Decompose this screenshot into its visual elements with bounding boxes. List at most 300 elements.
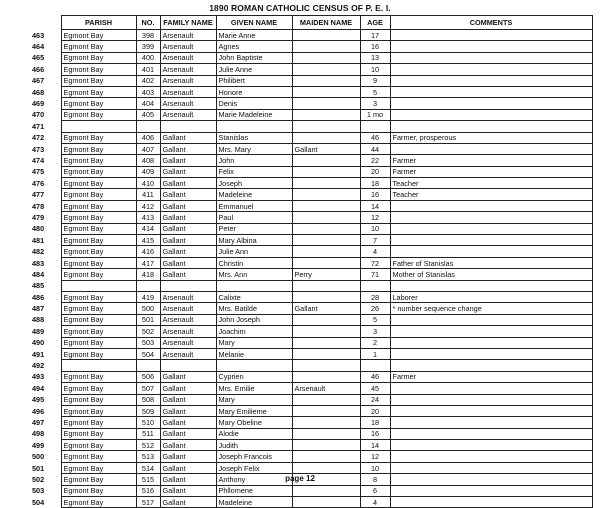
census-no-cell: 399 [136,41,160,52]
census-no-cell: 413 [136,212,160,223]
parish-cell: Egmont Bay [61,235,136,246]
page-number: page 12 [285,474,315,483]
parish-cell [61,280,136,291]
given-name-cell: John Baptiste [216,52,292,63]
comments-cell: Laborer [390,291,592,302]
row-number: 496 [32,406,45,416]
family-name-cell: Gallant [160,269,216,280]
family-name-cell: Gallant [160,246,216,257]
given-name-cell: Joseph Felix [216,462,292,473]
census-table [32,15,593,508]
given-name-cell: Marie Anne [216,30,292,41]
parish-cell: Egmont Bay [61,109,136,120]
family-name-cell: Gallant [160,497,216,508]
family-name-cell: Gallant [160,383,216,394]
parish-cell: Egmont Bay [61,474,136,485]
comments-cell [390,246,592,257]
table-row [32,212,592,223]
table-row [32,485,592,496]
table-row [32,30,592,41]
census-no-cell: 398 [136,30,160,41]
age-cell: 26 [360,303,390,314]
age-cell: 10 [360,223,390,234]
row-number: 504 [32,497,45,507]
census-no-cell: 514 [136,462,160,473]
row-number: 498 [32,429,45,439]
row-number: 481 [32,235,45,245]
parish-cell: Egmont Bay [61,291,136,302]
given-name-cell: Joseph [216,178,292,189]
maiden-name-cell [292,246,360,257]
given-name-cell: Mrs. Ann [216,269,292,280]
row-number: 478 [32,201,45,211]
table-row [32,200,592,211]
given-name-cell: Anthony [216,474,292,485]
maiden-name-cell [292,75,360,86]
maiden-name-cell [292,497,360,508]
maiden-name-cell [292,132,360,143]
given-name-cell: Christin [216,257,292,268]
maiden-name-cell [292,280,360,291]
given-name-cell: Julie Anne [216,64,292,75]
age-cell: 14 [360,200,390,211]
given-name-cell: Cyprien [216,371,292,382]
parish-cell: Egmont Bay [61,485,136,496]
parish-cell: Egmont Bay [61,189,136,200]
comments-column-header: COMMENTS [390,16,592,30]
comments-cell [390,451,592,462]
family-name-cell: Arsenault [160,109,216,120]
parish-cell: Egmont Bay [61,64,136,75]
row-number: 502 [32,474,45,484]
family-name-cell: Gallant [160,485,216,496]
census-table-body [32,30,592,508]
table-row [32,223,592,234]
comments-cell [390,98,592,109]
census-no-cell: 502 [136,326,160,337]
maiden-name-cell [292,257,360,268]
comments-cell [390,109,592,120]
parish-cell: Egmont Bay [61,269,136,280]
given-name-cell: Mrs. Mary [216,143,292,154]
family-name-cell: Gallant [160,200,216,211]
parish-cell: Egmont Bay [61,200,136,211]
parish-cell: Egmont Bay [61,337,136,348]
family-name-cell: Gallant [160,462,216,473]
age-cell: 12 [360,212,390,223]
maiden-name-cell [292,52,360,63]
family-name-cell: Arsenault [160,303,216,314]
comments-cell [390,337,592,348]
row-number: 477 [32,190,45,200]
given-name-cell [216,121,292,132]
maiden-name-cell [292,440,360,451]
table-row [32,86,592,97]
row-number: 470 [32,110,45,120]
census-no-cell: 412 [136,200,160,211]
row-number: 499 [32,440,45,450]
maiden-name-cell [292,155,360,166]
age-cell: 22 [360,155,390,166]
maiden-name-cell [292,98,360,109]
table-row [32,451,592,462]
census-no-cell: 512 [136,440,160,451]
census-no-cell: 416 [136,246,160,257]
family-name-cell: Gallant [160,451,216,462]
census-no-cell: 404 [136,98,160,109]
given-name-cell: Marie Madeleine [216,109,292,120]
row-number: 492 [32,361,45,371]
parish-cell: Egmont Bay [61,348,136,359]
age-cell: 12 [360,451,390,462]
given-name-cell: Joseph Francois [216,451,292,462]
maiden-name-cell [292,348,360,359]
row-number: 464 [32,42,45,52]
maiden-name-cell: Arsenault [292,383,360,394]
table-row [32,269,592,280]
row-number: 488 [32,315,45,325]
row-number: 471 [32,121,45,131]
table-row [32,428,592,439]
census-no-cell: 401 [136,64,160,75]
row-number: 467 [32,76,45,86]
parish-cell: Egmont Bay [61,52,136,63]
row-number: 474 [32,155,45,165]
parish-cell: Egmont Bay [61,383,136,394]
given-name-cell: Melanie [216,348,292,359]
census-no-cell: 405 [136,109,160,120]
age-cell [360,360,390,371]
maiden-name-cell [292,485,360,496]
table-row [32,394,592,405]
family-name-cell: Arsenault [160,98,216,109]
row-number: 489 [32,326,45,336]
age-cell: 4 [360,497,390,508]
census-no-cell: 402 [136,75,160,86]
census-table-header [32,16,592,30]
table-row [32,41,592,52]
census-no-cell: 511 [136,428,160,439]
census-no-cell: 516 [136,485,160,496]
comments-cell [390,383,592,394]
family-name-cell: Arsenault [160,86,216,97]
comments-cell [390,348,592,359]
age-cell: 16 [360,41,390,52]
table-row [32,314,592,325]
comments-cell: Farmer [390,155,592,166]
maiden-name-cell [292,428,360,439]
given-name-cell [216,280,292,291]
row-number: 468 [32,87,45,97]
census-no-cell: 415 [136,235,160,246]
given-name-cell: Mrs. Batilde [216,303,292,314]
table-row [32,440,592,451]
family-name-cell: Gallant [160,394,216,405]
family-name-cell [160,121,216,132]
maiden-name-cell: Perry [292,269,360,280]
comments-cell [390,314,592,325]
table-row [32,155,592,166]
comments-cell [390,223,592,234]
given-name-cell: Joachim [216,326,292,337]
parish-cell: Egmont Bay [61,41,136,52]
family-name-cell: Gallant [160,235,216,246]
given-name-cell: Honore [216,86,292,97]
age-cell: 5 [360,86,390,97]
table-row [32,257,592,268]
age-cell: 18 [360,417,390,428]
maiden-name-cell [292,200,360,211]
no-column-header: NO. [136,16,160,30]
age-cell: 10 [360,462,390,473]
parish-cell: Egmont Bay [61,178,136,189]
row-number: 466 [32,64,45,74]
parish-cell: Egmont Bay [61,462,136,473]
parish-cell [61,121,136,132]
comments-cell [390,75,592,86]
age-cell: 9 [360,75,390,86]
row-number: 484 [32,269,45,279]
parish-cell: Egmont Bay [61,223,136,234]
comments-cell [390,360,592,371]
comments-cell [390,121,592,132]
age-cell: 5 [360,314,390,325]
parish-cell: Egmont Bay [61,212,136,223]
comments-cell [390,497,592,508]
census-no-cell: 517 [136,497,160,508]
given-name-cell: Mary [216,337,292,348]
row-number: 472 [32,133,45,143]
family-name-cell: Arsenault [160,348,216,359]
table-row [32,360,592,371]
parish-cell: Egmont Bay [61,75,136,86]
census-no-cell: 507 [136,383,160,394]
parish-cell: Egmont Bay [61,166,136,177]
age-cell: 72 [360,257,390,268]
table-row [32,178,592,189]
age-cell: 46 [360,132,390,143]
family-name-cell: Arsenault [160,291,216,302]
maiden-name-cell [292,223,360,234]
parish-cell: Egmont Bay [61,428,136,439]
row-number-header [32,16,61,30]
maiden-name-cell [292,371,360,382]
census-no-cell: 407 [136,143,160,154]
census-no-cell: 501 [136,314,160,325]
table-row [32,462,592,473]
given-name-cell: Peter [216,223,292,234]
maiden-name-cell [292,64,360,75]
comments-cell [390,52,592,63]
census-no-cell: 400 [136,52,160,63]
comments-cell: Farmer [390,166,592,177]
family-name-cell: Gallant [160,212,216,223]
table-row [32,337,592,348]
maiden-name-cell [292,405,360,416]
parish-cell: Egmont Bay [61,497,136,508]
table-row [32,52,592,63]
maiden-name-cell [292,41,360,52]
table-row [32,291,592,302]
census-no-cell: 513 [136,451,160,462]
age-cell: 20 [360,166,390,177]
comments-cell [390,417,592,428]
parish-cell: Egmont Bay [61,303,136,314]
family-name-cell: Arsenault [160,52,216,63]
row-number: 480 [32,224,45,234]
given-name-cell: Phllomene [216,485,292,496]
comments-cell [390,326,592,337]
age-cell: 45 [360,383,390,394]
parish-cell: Egmont Bay [61,440,136,451]
page-title: 1890 ROMAN CATHOLIC CENSUS OF P. E. I. [209,3,391,13]
age-column-header: AGE [360,16,390,30]
family-name-cell [160,280,216,291]
age-cell: 24 [360,394,390,405]
given-name-cell: Paul [216,212,292,223]
maiden-name-cell [292,394,360,405]
parish-cell: Egmont Bay [61,394,136,405]
maiden-name-cell [292,337,360,348]
row-number: 469 [32,99,45,109]
family-name-cell: Gallant [160,417,216,428]
maiden-name-cell [292,360,360,371]
row-number: 476 [32,178,45,188]
parish-cell: Egmont Bay [61,257,136,268]
given-name-cell: Madeleine [216,189,292,200]
age-cell: 7 [360,235,390,246]
given-name-cell: Mary Emilieme [216,405,292,416]
row-number: 493 [32,372,45,382]
age-cell: 1 mo [360,109,390,120]
comments-cell [390,41,592,52]
maiden-name-cell [292,86,360,97]
family-name-cell: Gallant [160,223,216,234]
comments-cell [390,440,592,451]
row-number: 501 [32,463,45,473]
given-name-cell [216,360,292,371]
comments-cell [390,64,592,75]
row-number: 482 [32,247,45,257]
family-name-cell: Gallant [160,474,216,485]
given-name-cell: Madeleine [216,497,292,508]
family-name-cell: Gallant [160,132,216,143]
table-row [32,383,592,394]
family-name-cell: Gallant [160,143,216,154]
census-no-cell: 509 [136,405,160,416]
family-name-cell: Arsenault [160,326,216,337]
census-no-cell: 419 [136,291,160,302]
comments-cell [390,212,592,223]
row-number: 485 [32,281,45,291]
parish-cell: Egmont Bay [61,314,136,325]
row-number: 490 [32,338,45,348]
given-name-cell: Mrs. Emilie [216,383,292,394]
age-cell: 3 [360,98,390,109]
maiden-name-column-header: MAIDEN NAME [292,16,360,30]
family-name-cell: Arsenault [160,314,216,325]
family-name-cell: Gallant [160,371,216,382]
table-row [32,405,592,416]
given-name-cell: Mary Albina [216,235,292,246]
row-number: 465 [32,53,45,63]
table-row [32,189,592,200]
table-row [32,497,592,508]
maiden-name-cell [292,326,360,337]
maiden-name-cell [292,314,360,325]
census-no-cell: 406 [136,132,160,143]
age-cell: 3 [360,326,390,337]
census-no-cell: 418 [136,269,160,280]
table-row [32,75,592,86]
census-no-cell: 403 [136,86,160,97]
comments-cell: Mother of Stanislas [390,269,592,280]
comments-cell: Teacher [390,178,592,189]
census-no-cell: 417 [136,257,160,268]
given-name-cell: Felix [216,166,292,177]
row-number: 479 [32,212,45,222]
row-number: 500 [32,452,45,462]
age-cell: 8 [360,474,390,485]
table-row [32,64,592,75]
given-name-cell: Judith [216,440,292,451]
family-name-cell: Arsenault [160,64,216,75]
maiden-name-cell [292,30,360,41]
census-no-cell: 500 [136,303,160,314]
row-number: 463 [32,30,45,40]
census-no-cell: 508 [136,394,160,405]
census-no-cell: 510 [136,417,160,428]
given-name-cell: John Joseph [216,314,292,325]
age-cell: 28 [360,291,390,302]
age-cell: 16 [360,428,390,439]
age-cell: 10 [360,64,390,75]
age-cell: 4 [360,246,390,257]
family-name-cell: Gallant [160,405,216,416]
table-row [32,98,592,109]
table-row [32,132,592,143]
given-name-cell: Philibert [216,75,292,86]
comments-cell [390,235,592,246]
parish-cell: Egmont Bay [61,132,136,143]
comments-cell: Farmer [390,371,592,382]
given-name-cell: Mary [216,394,292,405]
family-name-cell: Arsenault [160,41,216,52]
parish-cell: Egmont Bay [61,371,136,382]
family-name-cell [160,360,216,371]
age-cell: 2 [360,337,390,348]
given-name-cell: Stanislas [216,132,292,143]
parish-column-header: PARISH [61,16,136,30]
census-no-cell [136,280,160,291]
parish-cell: Egmont Bay [61,246,136,257]
maiden-name-cell [292,291,360,302]
row-number: 495 [32,395,45,405]
parish-cell: Egmont Bay [61,417,136,428]
census-no-cell [136,360,160,371]
age-cell: 13 [360,52,390,63]
parish-cell: Egmont Bay [61,451,136,462]
comments-cell [390,200,592,211]
age-cell: 6 [360,485,390,496]
row-number: 475 [32,167,45,177]
comments-cell [390,30,592,41]
row-number: 473 [32,144,45,154]
comments-cell: Farmer, prosperous [390,132,592,143]
comments-cell [390,462,592,473]
comments-cell: * number sequence change [390,303,592,314]
maiden-name-cell: Gallant [292,303,360,314]
